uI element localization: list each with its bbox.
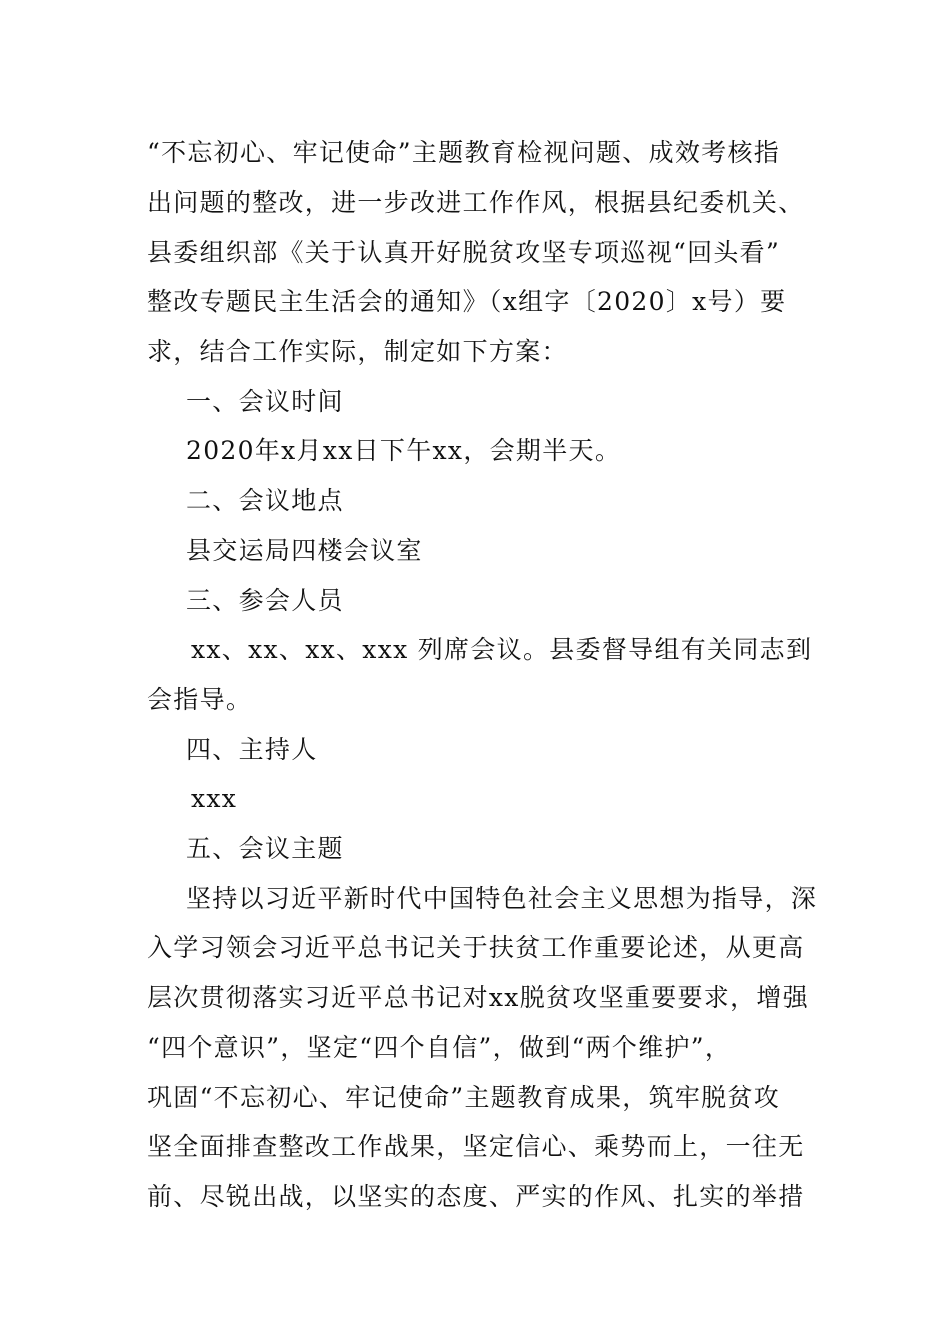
paragraph-intro-line-2: 出问题的整改，进一步改进工作作风，根据县纪委机关、 xyxy=(147,188,805,217)
meeting-location-text: 县交运局四楼会议室 xyxy=(186,536,423,565)
theme-paragraph-line-2: 入学习领会习近平总书记关于扶贫工作重要论述，从更高 xyxy=(147,933,805,962)
theme-paragraph-line-5: 巩固“不忘初心、牢记使命”主题教育成果，筑牢脱贫攻 xyxy=(147,1083,781,1112)
theme-paragraph-line-1: 坚持以习近平新时代中国特色社会主义思想为指导，深 xyxy=(186,884,818,913)
section-heading-theme: 五、会议主题 xyxy=(186,834,344,863)
paragraph-intro-line-1: “不忘初心、牢记使命”主题教育检视问题、成效考核指 xyxy=(147,138,781,167)
theme-paragraph-line-6: 坚全面排查整改工作战果，坚定信心、乘势而上，一往无 xyxy=(147,1132,805,1161)
paragraph-intro-line-4: 整改专题民主生活会的通知》（x组字〔2020〕x号）要 xyxy=(147,287,787,316)
theme-paragraph-line-7: 前、尽锐出战，以坚实的态度、严实的作风、扎实的举措 xyxy=(147,1182,805,1211)
meeting-time-text: 2020年x月xx日下午xx，会期半天。 xyxy=(186,436,622,465)
theme-paragraph-line-3: 层次贯彻落实习近平总书记对xx脱贫攻坚重要要求，增强 xyxy=(147,983,810,1012)
attendees-text-line-2: 会指导。 xyxy=(147,685,253,714)
section-heading-host: 四、主持人 xyxy=(186,735,318,764)
attendees-text-line-1: xx、xx、xx、xxx 列席会议。县委督导组有关同志到 xyxy=(191,635,813,664)
theme-paragraph-line-4: “四个意识”，坚定“四个自信”，做到“两个维护”， xyxy=(147,1033,732,1062)
section-heading-attendees: 三、参会人员 xyxy=(186,586,344,615)
paragraph-intro-line-3: 县委组织部《关于认真开好脱贫攻坚专项巡视“回头看” xyxy=(147,238,781,267)
paragraph-intro-line-5: 求，结合工作实际，制定如下方案： xyxy=(147,337,568,366)
host-name-text: xxx xyxy=(191,784,238,813)
section-heading-time: 一、会议时间 xyxy=(186,387,344,416)
section-heading-location: 二、会议地点 xyxy=(186,486,344,515)
